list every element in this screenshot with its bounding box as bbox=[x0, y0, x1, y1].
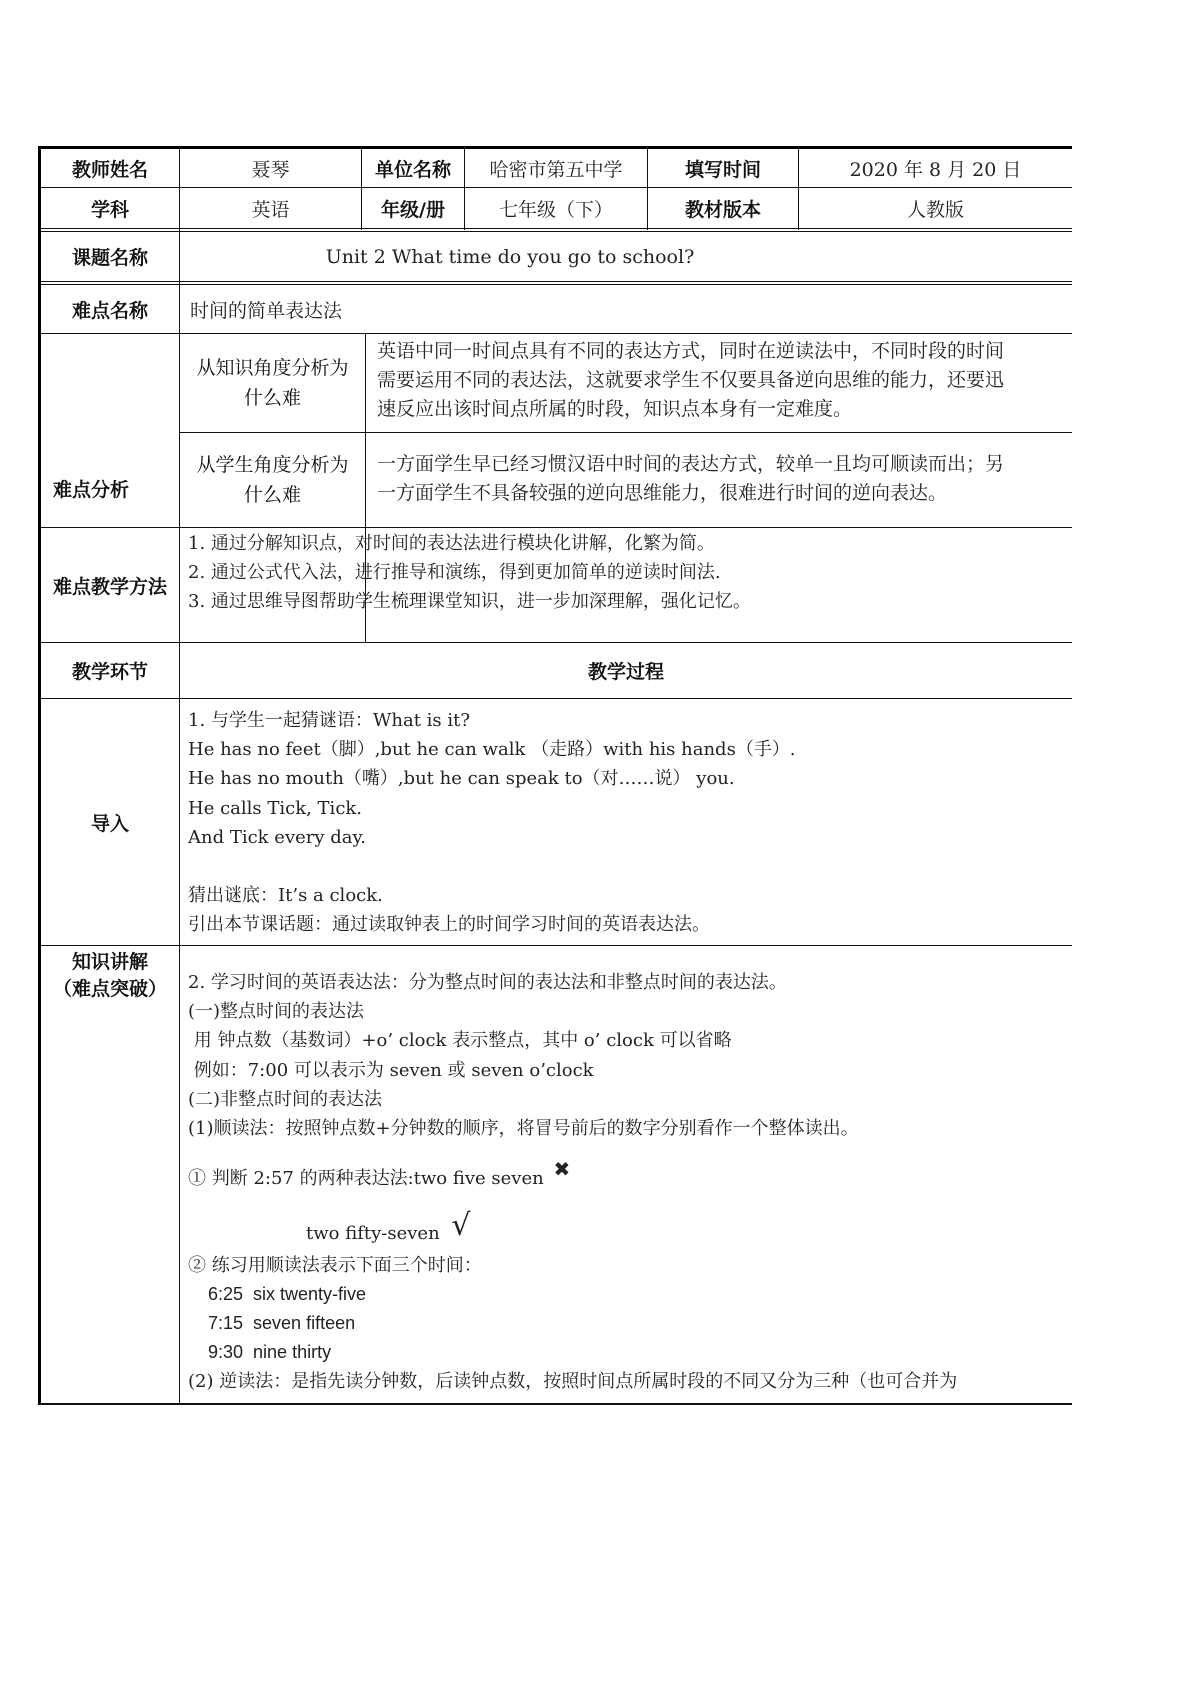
student-angle-line: 从学生角度分析为 bbox=[196, 454, 349, 476]
analysis-label: 难点分析 bbox=[52, 478, 129, 501]
knowledge-content bbox=[188, 968, 1068, 1397]
date-value: 2020 年 8 月 20 日 bbox=[849, 158, 1022, 181]
right-answer-text: two fifty-seven bbox=[306, 1223, 440, 1245]
row-divider bbox=[38, 698, 1072, 699]
knowledge-angle-line: 什么难 bbox=[243, 387, 301, 409]
method-item: 2. 通过公式代入法，进行推导和演练，得到更加简单的逆读时间法. bbox=[188, 562, 721, 583]
text-line: 2. 学习时间的英语表达法：分为整点时间的表达法和非整点时间的表达法。 bbox=[188, 972, 787, 993]
edition-value: 人教版 bbox=[906, 198, 964, 221]
stage-header: 教学环节 bbox=[71, 661, 148, 683]
text-line: 一方面学生不具备较强的逆向思维能力，很难进行时间的逆向表达。 bbox=[377, 482, 948, 504]
text-line: 例如：7:00 可以表示为 seven 或 seven o’clock bbox=[188, 1059, 594, 1081]
subject-label: 学科 bbox=[90, 198, 129, 221]
process-header: 教学过程 bbox=[587, 661, 664, 683]
practice-item: 6:25 six twenty-five bbox=[208, 1283, 367, 1304]
knowledge-label-line: （难点突破） bbox=[52, 978, 167, 1000]
practice-item: 7:15 seven fifteen bbox=[208, 1313, 356, 1334]
text-line: He has no feet（脚）,but he can walk （走路）with his hands（手）. bbox=[188, 739, 796, 761]
topic-value: Unit 2 What time do you go to school? bbox=[325, 245, 695, 268]
knowledge-label bbox=[41, 948, 179, 1004]
text-line: 用 钟点数（基数词）+o’ clock 表示整点，其中 o’ clock 可以省略 bbox=[188, 1030, 732, 1052]
row-divider bbox=[38, 527, 1072, 528]
text-line: 需要运用不同的表达法，这就要求学生不仅要具备逆向思维的能力，还要迅 bbox=[377, 369, 1005, 391]
practice-title: ② 练习用顺读法表示下面三个时间： bbox=[188, 1254, 482, 1276]
difficulty-value: 时间的简单表达法 bbox=[190, 299, 343, 322]
blank-line bbox=[188, 852, 1068, 881]
row-divider bbox=[38, 945, 1072, 946]
knowledge-angle-text bbox=[377, 337, 1077, 424]
difficulty-label: 难点名称 bbox=[71, 299, 148, 322]
subject-value: 英语 bbox=[251, 198, 290, 221]
judge-line bbox=[188, 1157, 1068, 1193]
knowledge-angle-line: 从知识角度分析为 bbox=[196, 357, 349, 379]
knowledge-label-line: 知识讲解 bbox=[71, 951, 148, 973]
knowledge-angle-label bbox=[180, 334, 365, 432]
practice-item: 9:30 nine thirty bbox=[208, 1342, 332, 1363]
unit-label: 单位名称 bbox=[374, 158, 451, 181]
wrong-mark-icon: ✖ bbox=[553, 1157, 571, 1182]
text-line: (一)整点时间的表达法 bbox=[188, 1001, 365, 1023]
unit-value: 哈密市第五中学 bbox=[489, 158, 623, 181]
method-label: 难点教学方法 bbox=[52, 575, 167, 598]
right-answer-line bbox=[188, 1208, 1068, 1248]
text-line: He has no mouth（嘴）,but he can speak to（对……说） you. bbox=[188, 768, 735, 790]
teacher-label: 教师姓名 bbox=[71, 158, 148, 181]
method-item: 3. 通过思维导图帮助学生梳理课堂知识，进一步加深理解，强化记忆。 bbox=[188, 591, 751, 612]
text-line: 猜出谜底：It’s a clock. bbox=[188, 885, 383, 907]
table-bottom-border bbox=[38, 1403, 1072, 1405]
teacher-value: 聂琴 bbox=[251, 158, 290, 181]
text-line: And Tick every day. bbox=[188, 826, 367, 848]
reverse-reading-line: (2) 逆读法：是指先读分钟数，后读钟点数，按照时间点所属时段的不同又分为三种（也可合并为 bbox=[188, 1371, 958, 1393]
method-list bbox=[188, 529, 1068, 616]
text-line: 一方面学生早已经习惯汉语中时间的表达方式，较单一且均可顺读而出；另 bbox=[377, 453, 1005, 475]
method-item: 1. 通过分解知识点，对时间的表达法进行模块化讲解，化繁为简。 bbox=[188, 533, 715, 554]
text-line: He calls Tick, Tick. bbox=[188, 797, 363, 819]
student-angle-text bbox=[377, 450, 1077, 508]
text-line: 1. 与学生一起猜谜语：What is it? bbox=[188, 710, 471, 731]
text-line: 引出本节课话题：通过读取钟表上的时间学习时间的英语表达法。 bbox=[188, 914, 710, 936]
intro-label: 导入 bbox=[90, 812, 129, 835]
text-line: (1)顺读法：按照钟点数+分钟数的顺序，将冒号前后的数字分别看作一个整体读出。 bbox=[188, 1118, 859, 1140]
judge-text: ① 判断 2:57 的两种表达法:two five seven bbox=[188, 1168, 544, 1190]
date-label: 填写时间 bbox=[684, 158, 761, 181]
grade-value: 七年级（下） bbox=[498, 198, 613, 221]
student-angle-line: 什么难 bbox=[243, 484, 301, 506]
intro-content bbox=[188, 706, 1068, 939]
grade-label: 年级/册 bbox=[381, 198, 445, 221]
edition-label: 教材版本 bbox=[684, 198, 761, 221]
student-angle-label bbox=[180, 433, 365, 527]
text-line: (二)非整点时间的表达法 bbox=[188, 1088, 383, 1110]
text-line: 速反应出该时间点所属的时段，知识点本身有一定难度。 bbox=[377, 398, 853, 420]
topic-label: 课题名称 bbox=[71, 247, 148, 269]
check-mark-icon: √ bbox=[451, 1208, 471, 1244]
text-line: 英语中同一时间点具有不同的表达方式，同时在逆读法中，不同时段的时间 bbox=[377, 340, 1005, 362]
